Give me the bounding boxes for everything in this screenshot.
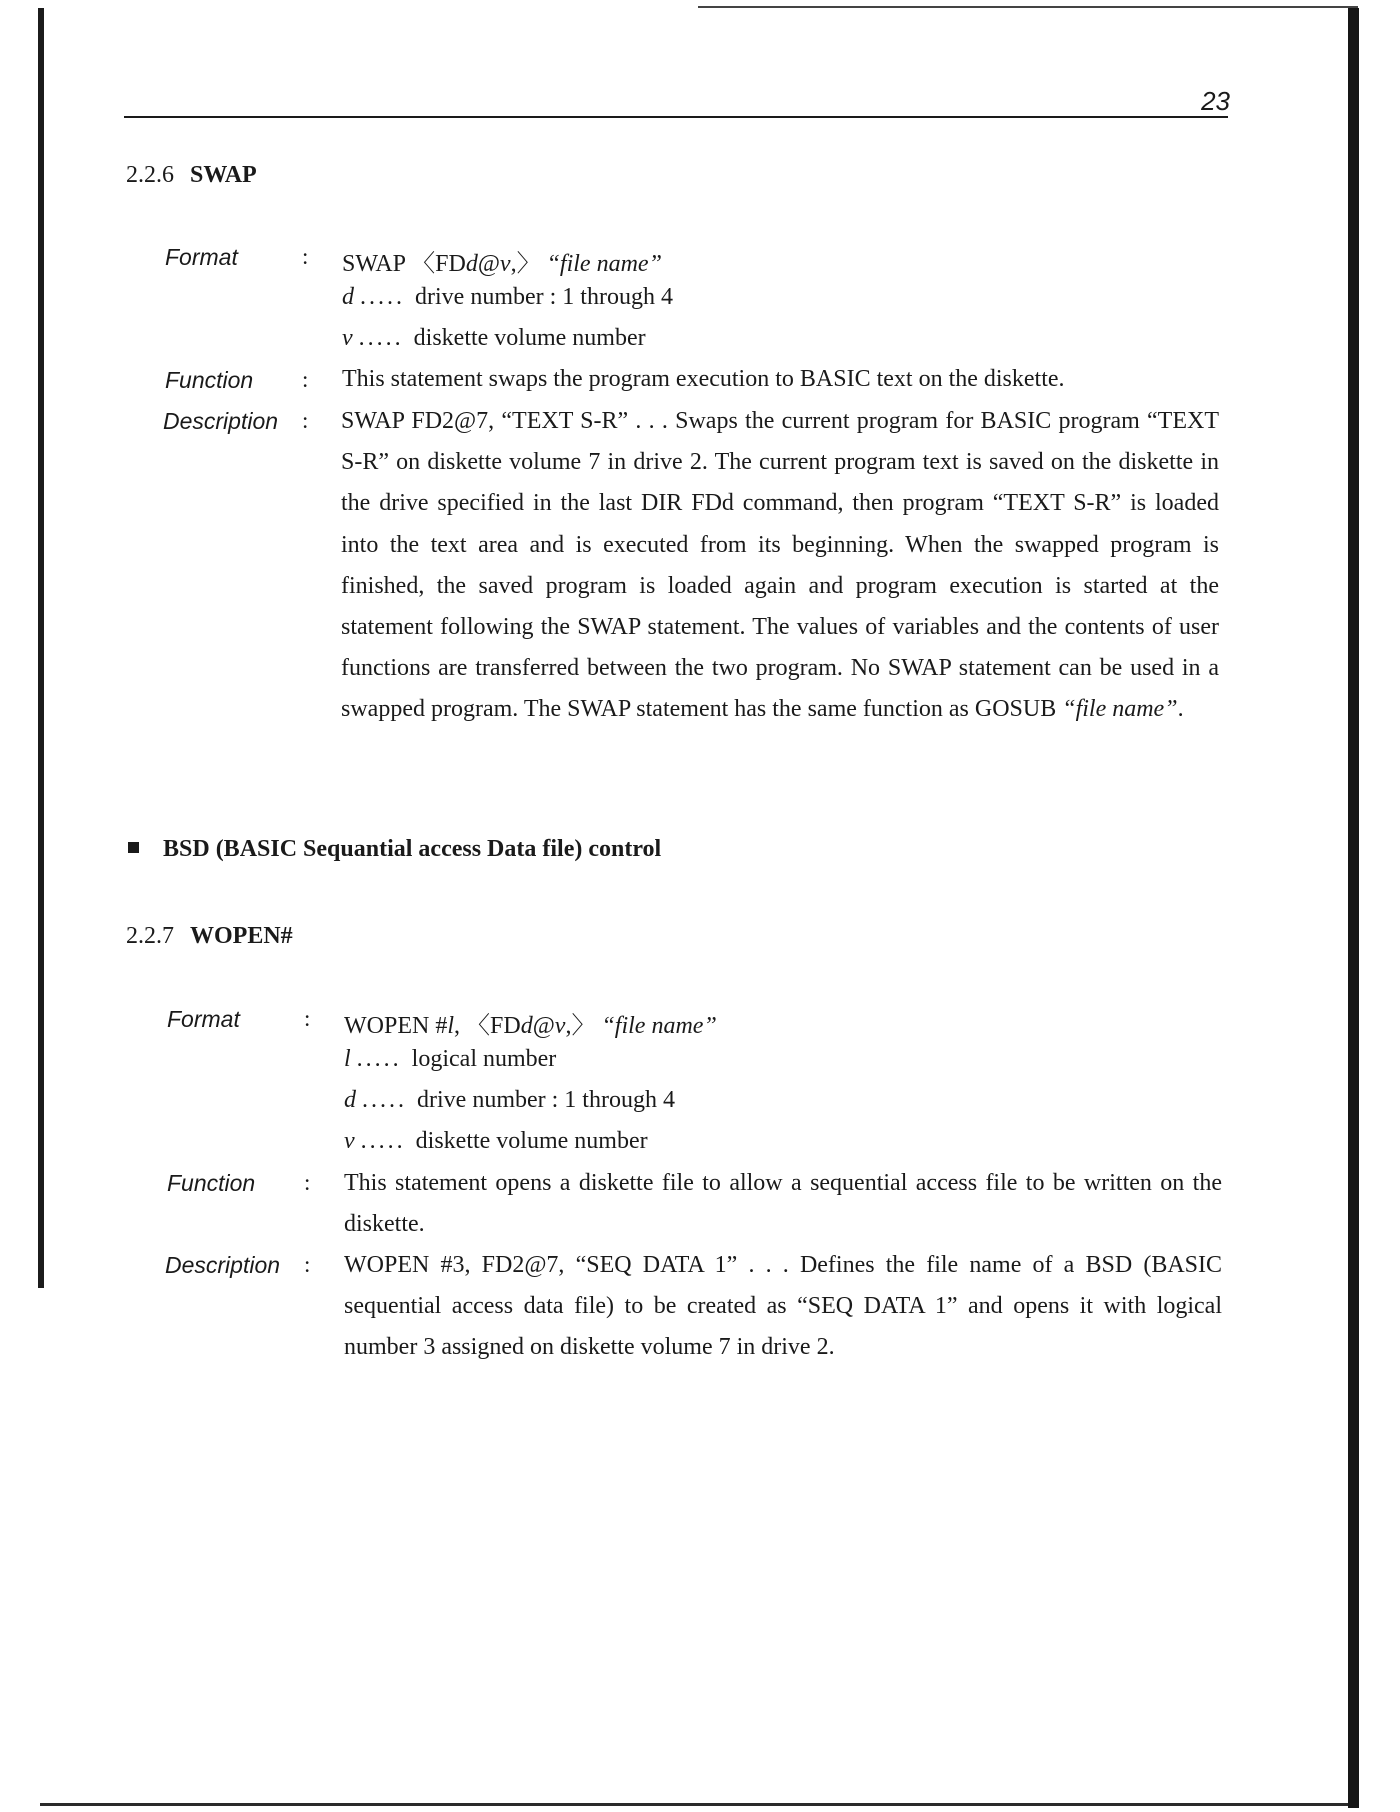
format-label: Format bbox=[165, 244, 238, 270]
page-number: 23 bbox=[1201, 86, 1230, 116]
section-number: 2.2.7 bbox=[126, 923, 174, 949]
function-text: This statement opens a diskette file to allow a sequential access file to be written on the diskette. bbox=[344, 1170, 1222, 1238]
format-colon: : bbox=[302, 244, 309, 269]
scan-edge-right bbox=[1348, 8, 1359, 1808]
bsd-group-heading: BSD (BASIC Sequantial access Data file) control bbox=[128, 836, 661, 863]
function-text: This statement swaps the program execution to BASIC text on the diskette. bbox=[342, 366, 1065, 392]
description-label: Description bbox=[165, 1252, 281, 1278]
param-v: v ..... diskette volume number bbox=[342, 325, 646, 351]
function-colon: : bbox=[302, 367, 309, 392]
scan-edge-top bbox=[698, 6, 1358, 8]
format-syntax: WOPEN #l, 〈FDd@v,〉 “file name” bbox=[344, 1013, 717, 1039]
function-label: Function bbox=[167, 1170, 256, 1196]
function-label: Function bbox=[165, 367, 254, 393]
param-d: d ..... drive number : 1 through 4 bbox=[344, 1087, 675, 1113]
scan-edge-bottom bbox=[40, 1803, 1348, 1806]
param-d: d ..... drive number : 1 through 4 bbox=[342, 284, 673, 310]
bullet-square-icon bbox=[128, 842, 139, 853]
section-title: SWAP bbox=[190, 162, 257, 188]
param-l: l ..... logical number bbox=[344, 1046, 557, 1072]
header-rule bbox=[124, 116, 1228, 118]
section-heading-swap bbox=[126, 162, 257, 189]
section-number: 2.2.6 bbox=[126, 162, 174, 188]
format-syntax: SWAP 〈FDd@v,〉 “file name” bbox=[342, 251, 662, 277]
format-colon: : bbox=[304, 1006, 311, 1031]
format-label: Format bbox=[167, 1006, 240, 1032]
section-title: WOPEN# bbox=[190, 923, 293, 949]
param-v: v ..... diskette volume number bbox=[344, 1128, 648, 1154]
description-label: Description bbox=[163, 408, 279, 434]
description-colon: : bbox=[302, 408, 309, 433]
description-text: SWAP FD2@7, “TEXT S-R” . . . Swaps the current program for BASIC program “TEXT S-R” on diskette volume 7 in drive 2. The current program text is saved on the diskette in the drive specified in the last DIR FDd command, then program “TEXT S-R” is loaded into the text area and is executed from its beginning. When the swapped program is finished, the saved program is loaded again and program execution is started at the statement following the SWAP statement. The values of variables and the contents of user functions are transferred between the two program. No SWAP statement can be used in a swapped program. The SWAP statement has the same function as GOSUB “file name”. bbox=[341, 408, 1219, 723]
scan-edge-left bbox=[38, 8, 44, 1288]
description-text: WOPEN #3, FD2@7, “SEQ DATA 1” . . . Defines the file name of a BSD (BASIC sequential access data file) to be created as “SEQ DATA 1” and opens it with logical number 3 assigned on diskette volume 7 in drive 2. bbox=[344, 1252, 1222, 1361]
section-heading-wopen bbox=[126, 923, 293, 950]
function-colon: : bbox=[304, 1170, 311, 1195]
description-colon: : bbox=[304, 1252, 311, 1277]
